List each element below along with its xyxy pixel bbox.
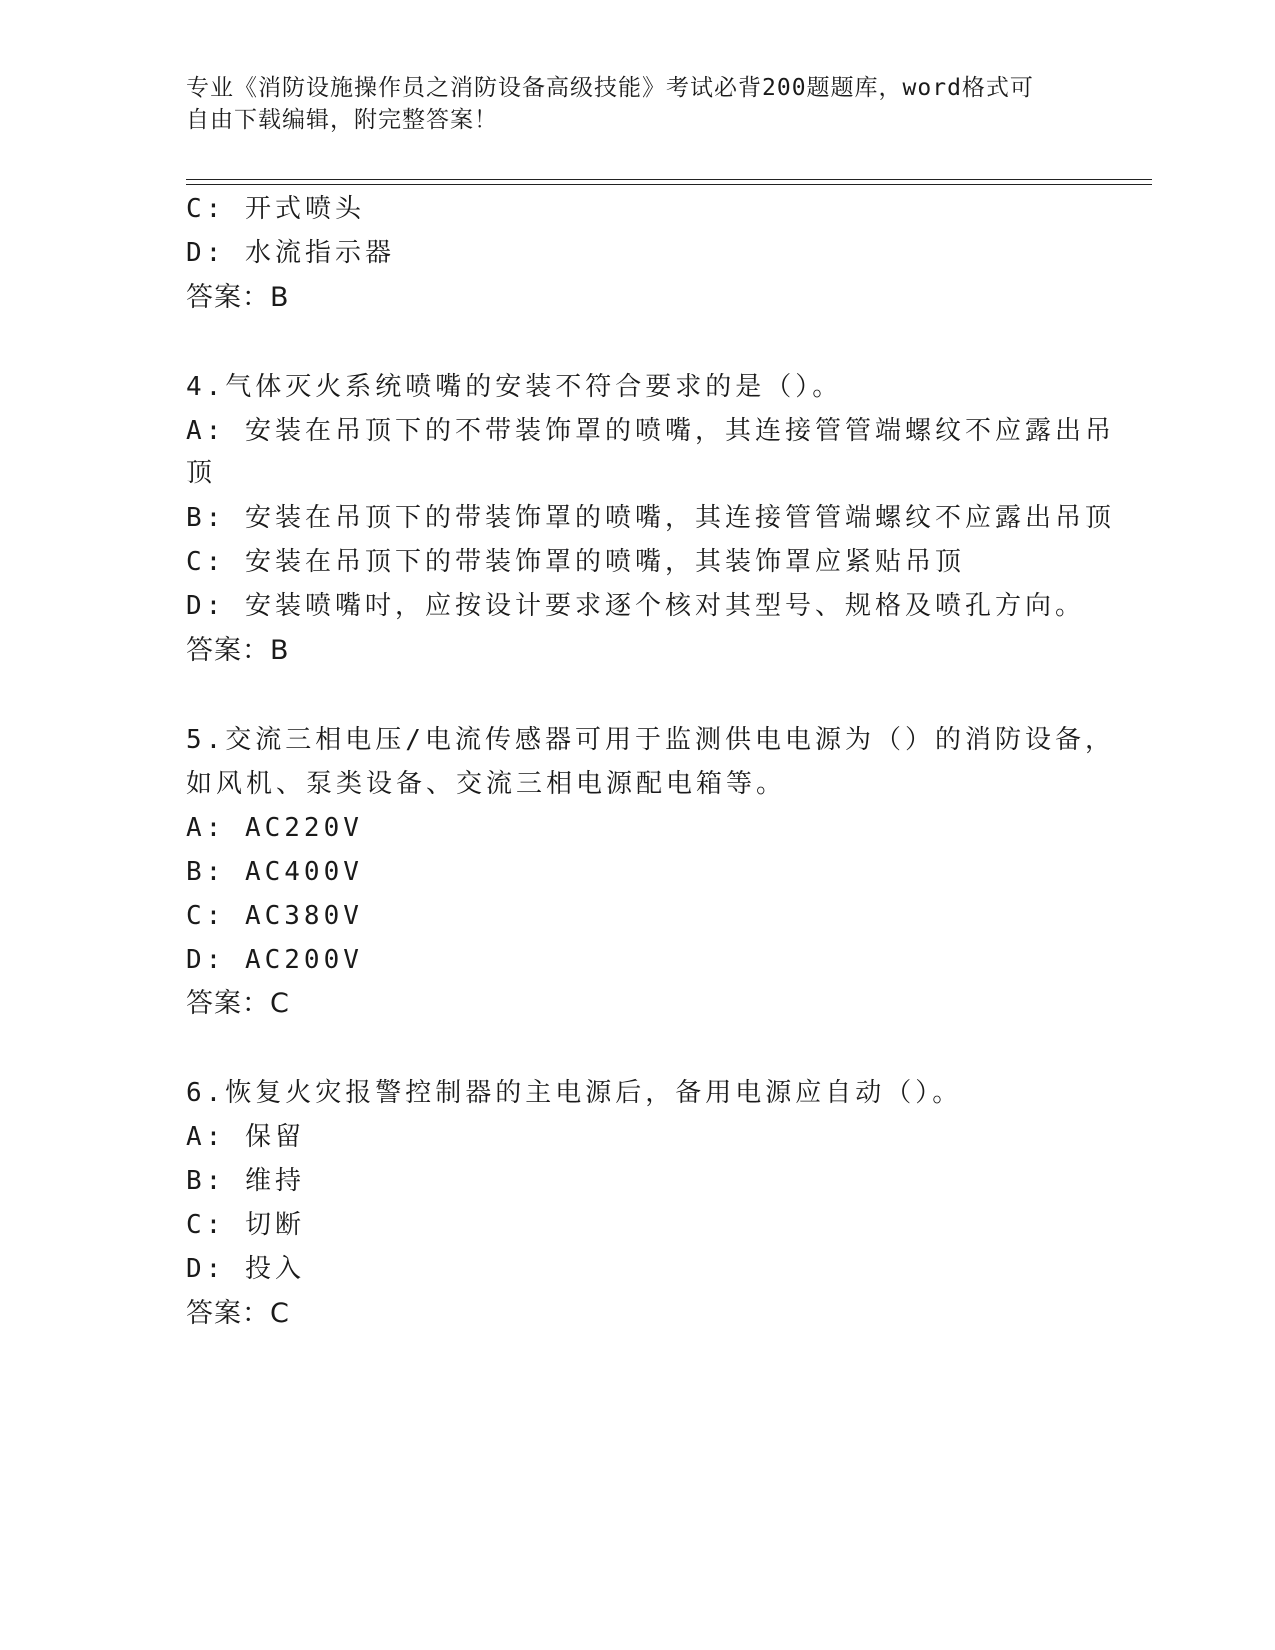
question-4-option-a-line-2: 顶 <box>186 458 217 488</box>
question-5-option-d: D: AC200V <box>186 945 363 975</box>
question-6-option-b: B: 维持 <box>186 1166 305 1196</box>
question-5-option-c: C: AC380V <box>186 901 363 931</box>
question-5-option-b: B: AC400V <box>186 857 363 887</box>
question-6-option-a: A: 保留 <box>186 1122 305 1152</box>
question-5-option-a: A: AC220V <box>186 813 363 843</box>
question-4-answer: 答案：B <box>186 635 290 666</box>
question-6-option-d: D: 投入 <box>186 1254 305 1284</box>
question-4-option-a-line-1: A: 安装在吊顶下的不带装饰罩的喷嘴，其连接管管端螺纹不应露出吊 <box>186 416 1115 446</box>
prev-question-option-c: C: 开式喷头 <box>186 194 365 224</box>
prev-question-option-d: D: 水流指示器 <box>186 238 395 268</box>
question-5-stem-line-1: 5.交流三相电压/电流传感器可用于监测供电电源为（）的消防设备， <box>186 725 1115 755</box>
header-divider-top <box>186 179 1152 180</box>
question-4-option-c: C: 安装在吊顶下的带装饰罩的喷嘴，其装饰罩应紧贴吊顶 <box>186 547 965 577</box>
question-6-answer: 答案：C <box>186 1298 290 1329</box>
question-4-option-d: D: 安装喷嘴吋，应按设计要求逐个核对其型号、规格及喷孔方向。 <box>186 591 1085 621</box>
question-6-stem: 6.恢复火灾报警控制器的主电源后，备用电源应自动（）。 <box>186 1078 963 1108</box>
question-4-option-b: B: 安装在吊顶下的带装饰罩的喷嘴，其连接管管端螺纹不应露出吊顶 <box>186 503 1115 533</box>
question-4-stem: 4.气体灭火系统喷嘴的安装不符合要求的是（）。 <box>186 372 843 402</box>
document-header <box>186 72 1066 136</box>
question-5-answer: 答案：C <box>186 988 290 1019</box>
header-line-1: 专业《消防设施操作员之消防设备高级技能》考试必背200题题库，word格式可 <box>186 75 1034 101</box>
question-5-stem-line-2: 如风机、泵类设备、交流三相电源配电箱等。 <box>186 769 787 799</box>
header-divider-bottom <box>186 184 1152 185</box>
header-line-2: 自由下载编辑，附完整答案！ <box>186 107 498 133</box>
question-6-option-c: C: 切断 <box>186 1210 305 1240</box>
prev-question-answer: 答案：B <box>186 282 290 313</box>
